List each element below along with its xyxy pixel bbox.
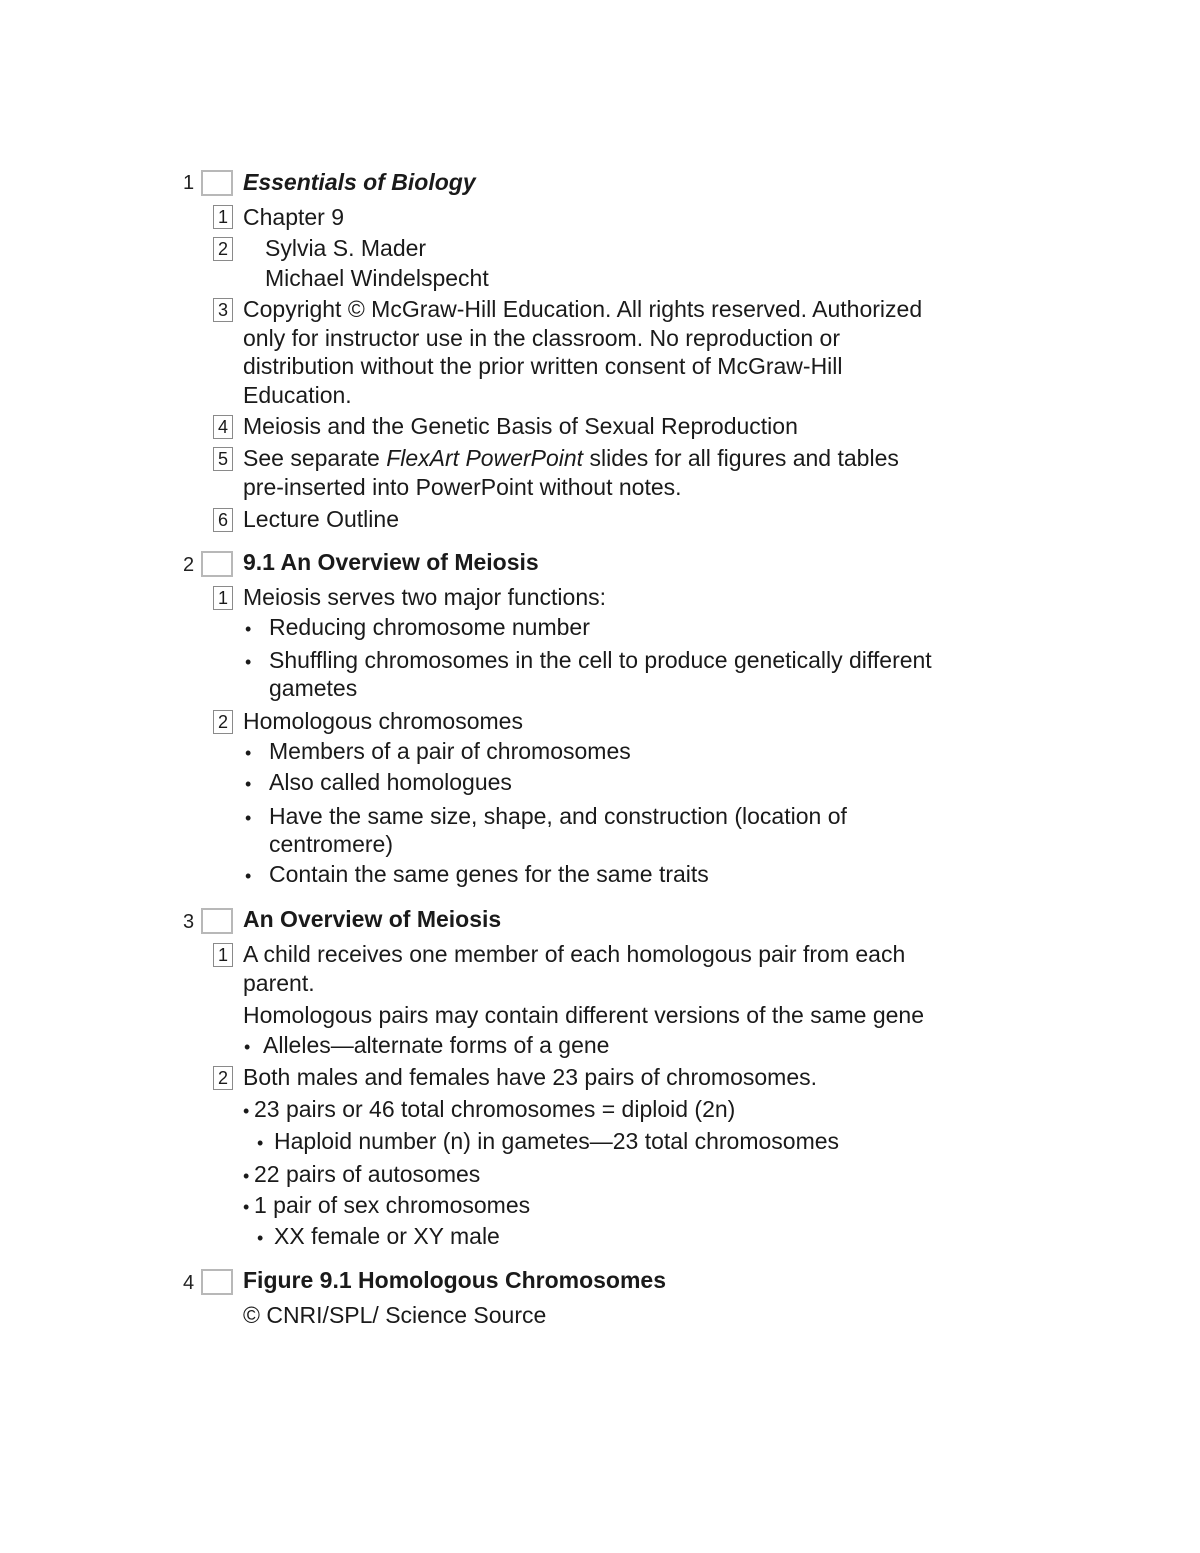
slide-thumbnail[interactable]: [201, 170, 233, 196]
note-number: 3: [213, 298, 233, 322]
bullet-marker: •: [245, 619, 252, 639]
slide-thumbnail[interactable]: [201, 1269, 233, 1295]
bullet-item: Haploid number (n) in gametes—23 total chromosomes: [274, 1128, 840, 1154]
note-line: only for instructor use in the classroom. No reproduction or: [243, 325, 840, 351]
bullet-item: centromere): [269, 831, 393, 857]
slide-number: 1: [183, 172, 195, 194]
bullet-item: XX female or XY male: [274, 1223, 500, 1249]
slide-number: 2: [183, 554, 195, 576]
note-text: See separate: [243, 445, 387, 471]
note-line: Education.: [243, 382, 352, 408]
bullet-marker: •: [257, 1133, 264, 1153]
bullet-marker: •: [245, 866, 252, 886]
slide-number: 4: [183, 1272, 195, 1294]
note-line: [243, 444, 899, 473]
note-line: distribution without the prior written consent of McGraw-Hill: [243, 353, 843, 379]
bullet-marker: •: [257, 1228, 264, 1248]
bullet-item: Reducing chromosome number: [269, 614, 590, 640]
bullet-marker: •: [245, 774, 252, 794]
note-line: Meiosis and the Genetic Basis of Sexual Reproduction: [243, 413, 798, 439]
note-line: Copyright © McGraw-Hill Education. All rights reserved. Authorized: [243, 296, 923, 322]
bullet-item: 1 pair of sex chromosomes: [254, 1192, 531, 1218]
bullet-item: Have the same size, shape, and construction (location of: [269, 803, 847, 829]
bullet-item: 23 pairs or 46 total chromosomes = diploid (2n): [254, 1096, 736, 1122]
bullet-item: 22 pairs of autosomes: [254, 1161, 481, 1187]
note-number: 2: [213, 710, 233, 734]
note-italic-text: FlexArt PowerPoint: [386, 445, 584, 471]
bullet-item: gametes: [269, 675, 358, 701]
note-number: 5: [213, 447, 233, 471]
bullet-item: Contain the same genes for the same traits: [269, 861, 709, 887]
image-credit: © CNRI/SPL/ Science Source: [243, 1302, 547, 1328]
note-number: 1: [213, 586, 233, 610]
bullet-marker: •: [243, 1101, 250, 1121]
note-number: 2: [213, 237, 233, 261]
bullet-marker: •: [243, 1197, 250, 1217]
bullet-item: Members of a pair of chromosomes: [269, 738, 631, 764]
slide-thumbnail[interactable]: [201, 551, 233, 577]
note-line: parent.: [243, 970, 315, 996]
bullet-marker: •: [245, 808, 252, 828]
note-line: Chapter 9: [243, 204, 345, 230]
bullet-item: Also called homologues: [269, 769, 512, 795]
note-number: 2: [213, 1066, 233, 1090]
note-number: 6: [213, 508, 233, 532]
slide-title: 9.1 An Overview of Meiosis: [243, 549, 539, 575]
slide-number: 3: [183, 911, 195, 933]
slide-title: An Overview of Meiosis: [243, 906, 502, 932]
note-number: 4: [213, 415, 233, 439]
note-line: Homologous chromosomes: [243, 708, 523, 734]
bullet-marker: •: [245, 743, 252, 763]
slide-title: Essentials of Biology: [243, 169, 476, 195]
note-line: Sylvia S. Mader: [265, 235, 427, 261]
bullet-item: Alleles—alternate forms of a gene: [263, 1032, 610, 1058]
bullet-marker: •: [243, 1166, 250, 1186]
note-line: Lecture Outline: [243, 506, 399, 532]
bullet-marker: •: [244, 1037, 251, 1057]
note-line: A child receives one member of each homologous pair from each: [243, 941, 906, 967]
note-line: Michael Windelspecht: [265, 265, 489, 291]
note-line: pre-inserted into PowerPoint without notes.: [243, 474, 682, 500]
note-number: 1: [213, 943, 233, 967]
note-number: 1: [213, 205, 233, 229]
slide-thumbnail[interactable]: [201, 908, 233, 934]
bullet-marker: •: [245, 652, 252, 672]
bullet-item: Shuffling chromosomes in the cell to produce genetically different: [269, 647, 932, 673]
note-line: Both males and females have 23 pairs of chromosomes.: [243, 1064, 818, 1090]
note-line: Meiosis serves two major functions:: [243, 584, 607, 610]
note-text: slides for all figures and tables: [583, 445, 899, 471]
note-line: Homologous pairs may contain different versions of the same gene: [243, 1002, 925, 1028]
slide-title: Figure 9.1 Homologous Chromosomes: [243, 1267, 666, 1293]
